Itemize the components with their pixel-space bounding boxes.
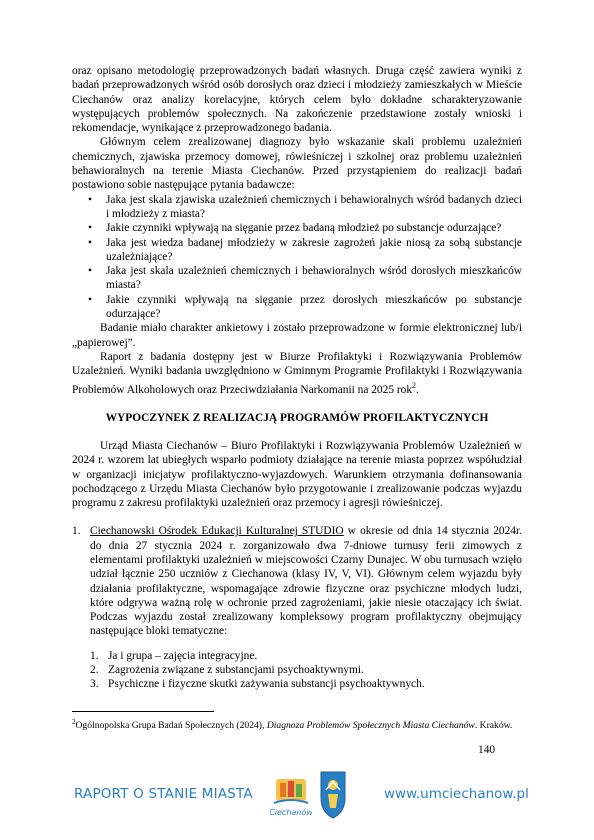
research-questions-list (72, 193, 522, 322)
footnote-separator (72, 711, 214, 712)
footnote-mark: 2 (72, 718, 76, 726)
footnote-ref[interactable]: 2 (412, 380, 417, 390)
page-number: 140 (478, 744, 496, 756)
item-number: 1. (72, 525, 81, 538)
page-body (72, 64, 522, 692)
list-item: • Jaka jest skala uzależnień chemicznych i behawioralnych wśród dorosłych mieszkańców miasta? (106, 264, 522, 293)
intro-paragraph-2: Głównym celem zrealizowanej diagnozy było wskazanie skali problemu uzależnień chemicznych, zjawiska przemocy domowej, rówieśniczej i szkolnej oraz problemu uzależnień behawioralnych na terenie Miasta Ciechanów. Przed przystąpieniem do realizacji badań postawiono sobie następujące pytania badawcze: (72, 136, 522, 192)
thematic-blocks-list (90, 649, 522, 692)
list-item-text: Zagrożenia związane z substancjami psychoaktywnymi. (108, 664, 364, 677)
list-item-number: 3. (90, 678, 99, 691)
organization-link[interactable]: Ciechanowski Ośrodek Edukacji Kulturalnej STUDIO (90, 525, 344, 538)
list-item: • Jaka jest wiedza badanej młodzieży w zakresie zagrożeń jakie niosą za sobą substancje uzależniające? (106, 236, 522, 265)
list-item: • Jaka jest skala zjawiska uzależnień chemicznych i behawioralnych wśród badanych dzieci i młodzieży z miasta? (106, 193, 522, 222)
intro-paragraph-1: oraz opisano metodologię przeprowadzonych badań własnych. Druga część zawiera wyniki z badań przeprowadzonych wśród osób dorosłych oraz dzieci i młodzieży zamieszkałych w Mieście Ciechanów oraz analizy korelacyjne, których celem było dokładne scharakteryzowanie występujących problemów społecznych. Na zakończenie przedstawione zostały wnioski i rekomendacje, wynikające z przeprowadzonego badania. (72, 65, 522, 135)
list-item-text: Ja i grupa – zajęcia integracyjne. (108, 649, 258, 662)
city-logo (270, 771, 312, 821)
footnote-text-b: . Kraków. (474, 720, 513, 732)
section-paragraph-1: Urząd Miasta Ciechanów – Biuro Profilaktyki i Rozwiązywania Problemów Uzależnień w 2024 r. wzorem lat ubiegłych wsparło podmioty działające na terenie miasta poprzez współudział w organizacji inicjatyw profilaktyczno-wyjazdowych. Warunkiem otrzymania dofinansowania pochodzącego z Urzędu Miasta Ciechanów było przygotowanie i zrealizowanie podczas wyjazdu programu z zakresu profilaktyki uzależnień oraz przemocy i agresji rówieśniczej. (72, 439, 522, 510)
section-heading: WYPOCZYNEK Z REALIZACJĄ PROGRAMÓW PROFILAKTYCZNYCH (105, 411, 489, 424)
intro-paragraph-4-end: . (416, 383, 419, 396)
list-item: • Jakie czynniki wpływają na sięganie przez dorosłych mieszkańców po substancje odurzające? (106, 293, 522, 322)
logo-text: Ciechanów (270, 808, 312, 817)
website-link[interactable]: www.umciechanow.pl (384, 786, 529, 802)
list-item-text: Psychiczne i fizyczne skutki zażywania substancji psychoaktywnych. (108, 678, 425, 691)
item-description: w okresie od dnia 14 stycznia 2024r. do dnia 27 stycznia 2024 r. zorganizowało dwa 7-dniowe turnusy ferii zimowych z elementami profilaktyki uzależnień w miejscowości Czarny Dunajec. W obu turnusach wzięło udział łącznie 250 uczniów z Ciechanowa (klasy IV, V, VI). Głównym celem wyjazdu były działania profilaktyczne, wspomagające zdrowie fizyczne oraz psychiczne młodych ludzi, które odgrywa ważną rolę w ochronie przed zagrożeniami, jakie niesie otaczający ich świat. Podczas wyjazdu został zrealizowany kompleksowy program profilaktyczny obejmujący następujące bloki tematyczne: (90, 525, 522, 638)
intro-paragraph-4-text: Raport z badania dostępny jest w Biurze Profilaktyki i Rozwiązywania Problemów Uzależnień. Wyniki badania uwzględniono w Gminnym Programie Profilaktyki i Rozwiązywania Problemów Alkoholowych oraz Przeciwdziałania Narkomanii na 2025 rok (72, 350, 522, 396)
footnote-title: Diagnoza Problemów Społecznych Miasta Ciechanów (266, 720, 475, 732)
intro-paragraph-3: Badanie miało charakter ankietowy i zostało przeprowadzone w formie elektronicznej lub/i „papierowej”. (72, 322, 522, 349)
list-item-number: 1. (90, 649, 99, 662)
report-title: RAPORT O STANIE MIASTA (74, 786, 253, 802)
list-item-number: 2. (90, 664, 99, 677)
footnote-text-a: Ogólnopolska Grupa Badań Społecznych (2024), (75, 720, 267, 732)
list-item: • Jakie czynniki wpływają na sięganie przez badaną młodzież po substancje odurzające? (106, 221, 522, 235)
intro-paragraph-4 (72, 350, 522, 397)
list-item (90, 663, 522, 677)
footnote (72, 718, 532, 731)
list-item (90, 649, 522, 663)
coat-of-arms-icon (318, 768, 348, 824)
page-footer (0, 768, 594, 828)
list-item (90, 677, 522, 691)
numbered-item-1 (72, 524, 522, 691)
